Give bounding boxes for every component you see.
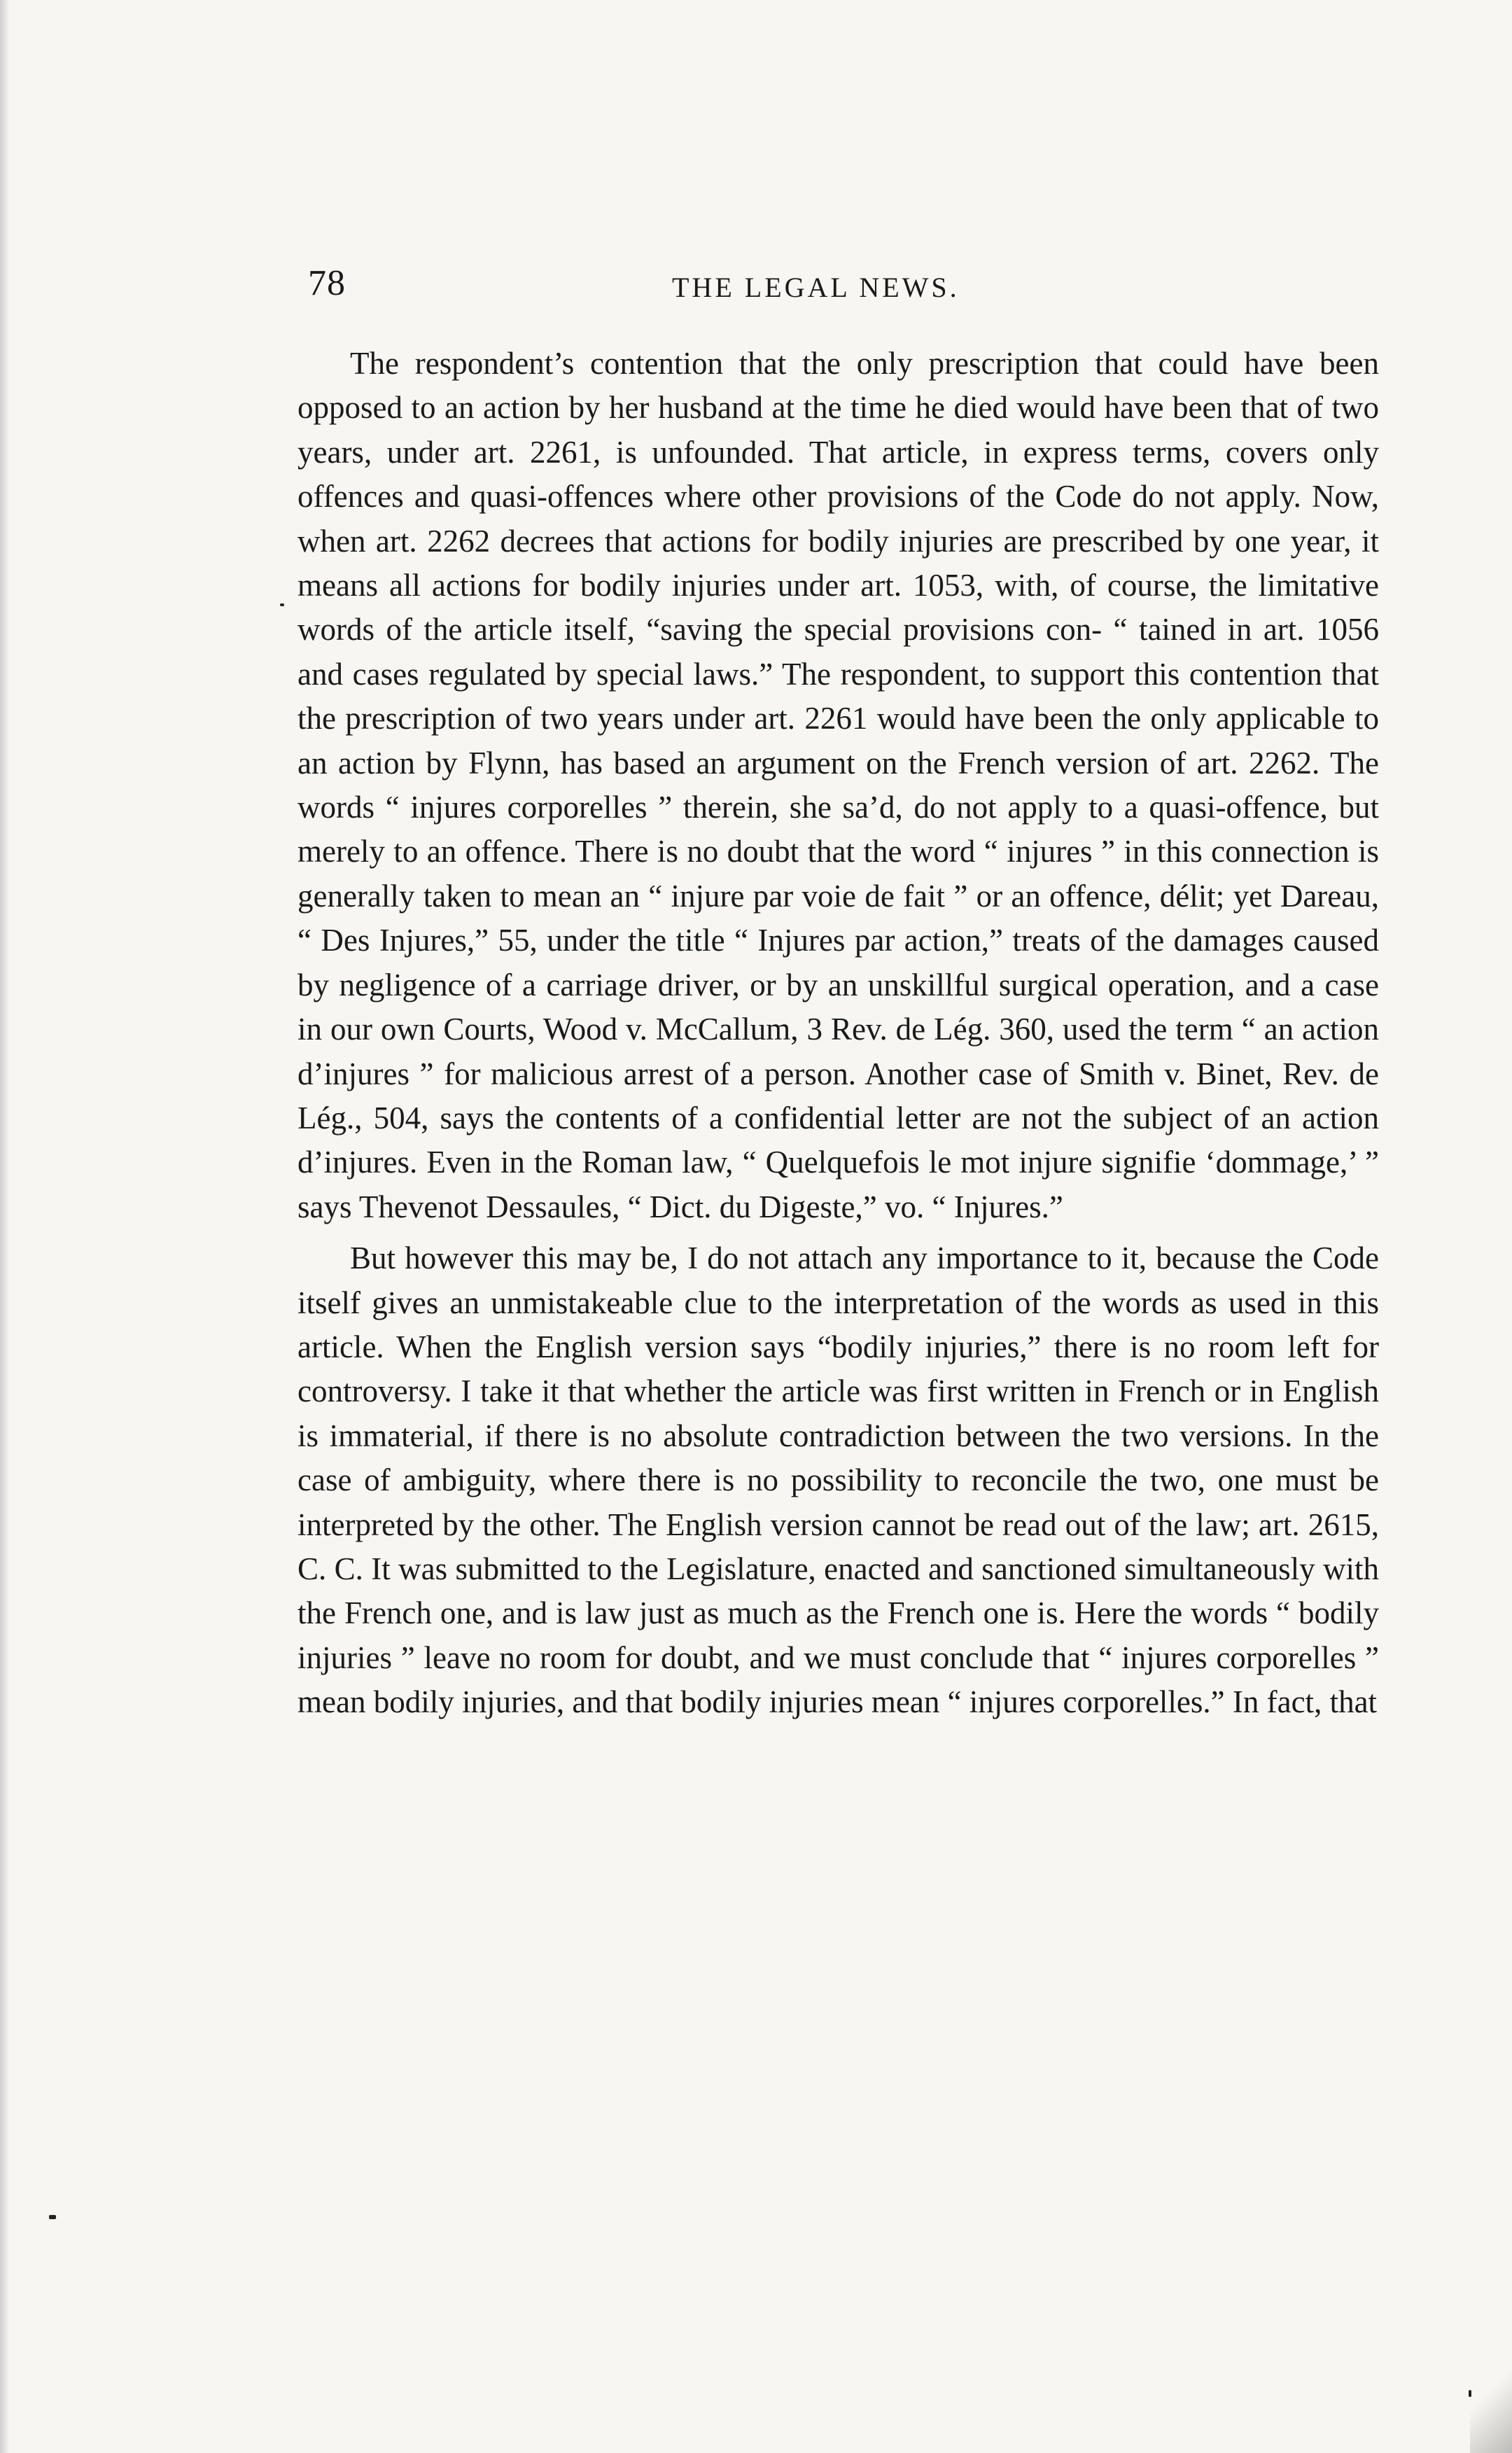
article-body	[298, 342, 1379, 1725]
paragraph-2: But however this may be, I do not attach any importance to it, because the Code itself gives an unmistakeable clue to the interpretation of the words as used in this article. When the English version says “bodily injuries,” there is no room left for controversy. I take it that whether the article was first written in French or in English is immaterial, if there is no absolute contradiction between the two versions. In the case of ambiguity, where there is no possibility to reconcile the two, one must be interpreted by the other. The English version cannot be read out of the law; art. 2615, C. C. It was submitted to the Legislature, enacted and sanctioned simultaneously with the French one, and is law just as much as the French one is. Here the words “ bodily injuries ” leave no room for doubt, and we must conclude that “ injures corporelles ” mean bodily injuries, and that bodily injuries mean “ injures corporelles.” In fact, that	[298, 1241, 1379, 1720]
page-header	[308, 263, 1400, 312]
paragraph-1: The respondent’s contention that the only prescription that could have been opposed to an action by her husband at the time he died would have been that of two years, under art. 2261, is unfounded. That article, in express terms, covers only offences and quasi-offences where other provisions of the Code do not apply. Now, when art. 2262 decrees that actions for bodily injuries are prescribed by one year, it means all actions for bodily injuries under art. 1053, with, of course, the limitative words of the article itself, “saving the special provisions con- “ tained in art. 1056 and cases regulated by special laws.” The respondent, to support this contention that the prescription of two years under art. 2261 would have been the only applicable to an action by Flynn, has based an argument on the French version of art. 2262. The words “ injures corporelles ” therein, she sa’d, do not apply to a quasi-offence, but merely to an offence. There is no doubt that the word “ injures ” in this connection is generally taken to mean an “ injure par voie de fait ” or an offence, délit; yet Dareau, “ Des Injures,” 55, under the title “ Injures par action,” treats of the damages caused by negligence of a carriage driver, or by an unskillful surgical operation, and a case in our own Courts, Wood v. McCallum, 3 Rev. de Lég. 360, used the term “ an action d’injures ” for malicious arrest of a person. Another case of Smith v. Binet, Rev. de Lég., 504, says the contents of a confidential letter are not the subject of an action d’injures. Even in the Roman law, “ Quelquefois le mot injure signifie ‘dommage,’ ” says Thevenot Dessaules, “ Dict. du Digeste,” vo. “ Injures.”	[298, 346, 1379, 1224]
page-binding-edge	[0, 0, 10, 2453]
margin-mark	[280, 603, 284, 606]
scan-shadow	[1470, 2355, 1512, 2453]
running-title: THE LEGAL NEWS.	[672, 272, 960, 303]
page-number: 78	[308, 263, 346, 303]
margin-mark	[49, 2215, 56, 2219]
